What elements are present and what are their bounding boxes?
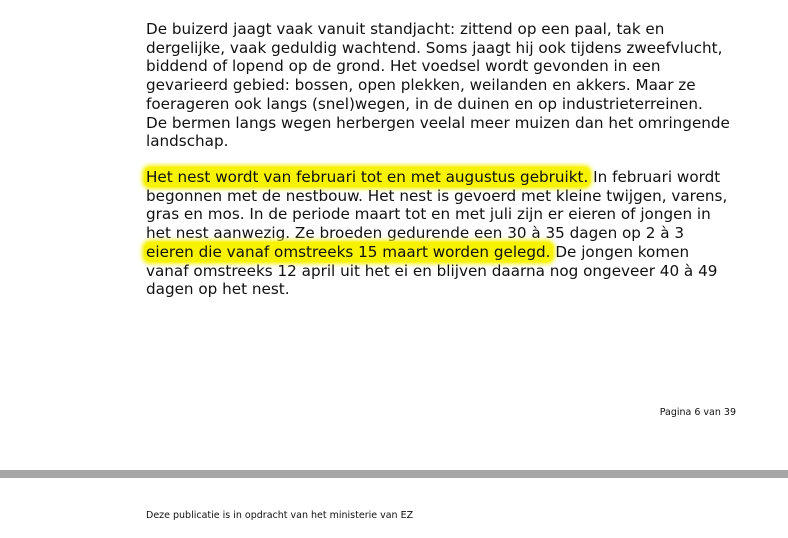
text-segment: De jongen komen: [550, 242, 690, 261]
page-separator: [0, 470, 788, 478]
text-line: dagen op het nest.: [146, 280, 290, 299]
text-line: De bermen langs wegen herbergen veelal meer muizen dan het omringende: [146, 113, 730, 132]
text-line: [146, 243, 746, 262]
text-line: gras en mos. In de periode maart tot en met juli zijn er eieren of jongen in: [146, 205, 711, 224]
text-line: gevarieerd gebied: bossen, open plekken, weilanden en akkers. Maar ze: [146, 76, 696, 95]
text-line: landschap.: [146, 132, 229, 151]
text-line: het nest aanwezig. Ze broeden gedurende een 30 à 35 dagen op 2 à 3: [146, 224, 685, 243]
highlighted-sentence: Het nest wordt van februari tot en met augustus gebruikt.: [146, 168, 589, 186]
text-line: De buizerd jaagt vaak vanuit standjacht: zittend op een paal, tak en: [146, 20, 665, 38]
paragraph-nest: [146, 168, 746, 299]
paragraph-hunting: [146, 20, 746, 151]
text-line: foerageren ook langs (snel)wegen, in de duinen en op industrieterreinen.: [146, 94, 703, 113]
text-line: vanaf omstreeks 12 april uit het ei en blijven daarna nog ongeveer 40 à 49: [146, 261, 718, 280]
text-line: [146, 168, 746, 187]
text-line: biddend of lopend op de grond. Het voedsel wordt gevonden in een: [146, 57, 661, 76]
page-number: Pagina 6 van 39: [659, 407, 736, 418]
highlighted-sentence: eieren die vanaf omstreeks 15 maart worden gelegd.: [146, 242, 551, 261]
text-segment: In februari wordt: [588, 168, 721, 186]
text-line: dergelijke, vaak geduldig wachtend. Soms jaagt hij ook tijdens zweefvlucht,: [146, 38, 723, 57]
footer-note: Deze publicatie is in opdracht van het ministerie van EZ: [146, 510, 414, 521]
text-line: begonnen met de nestbouw. Het nest is gevoerd met kleine twijgen, varens,: [146, 186, 728, 205]
